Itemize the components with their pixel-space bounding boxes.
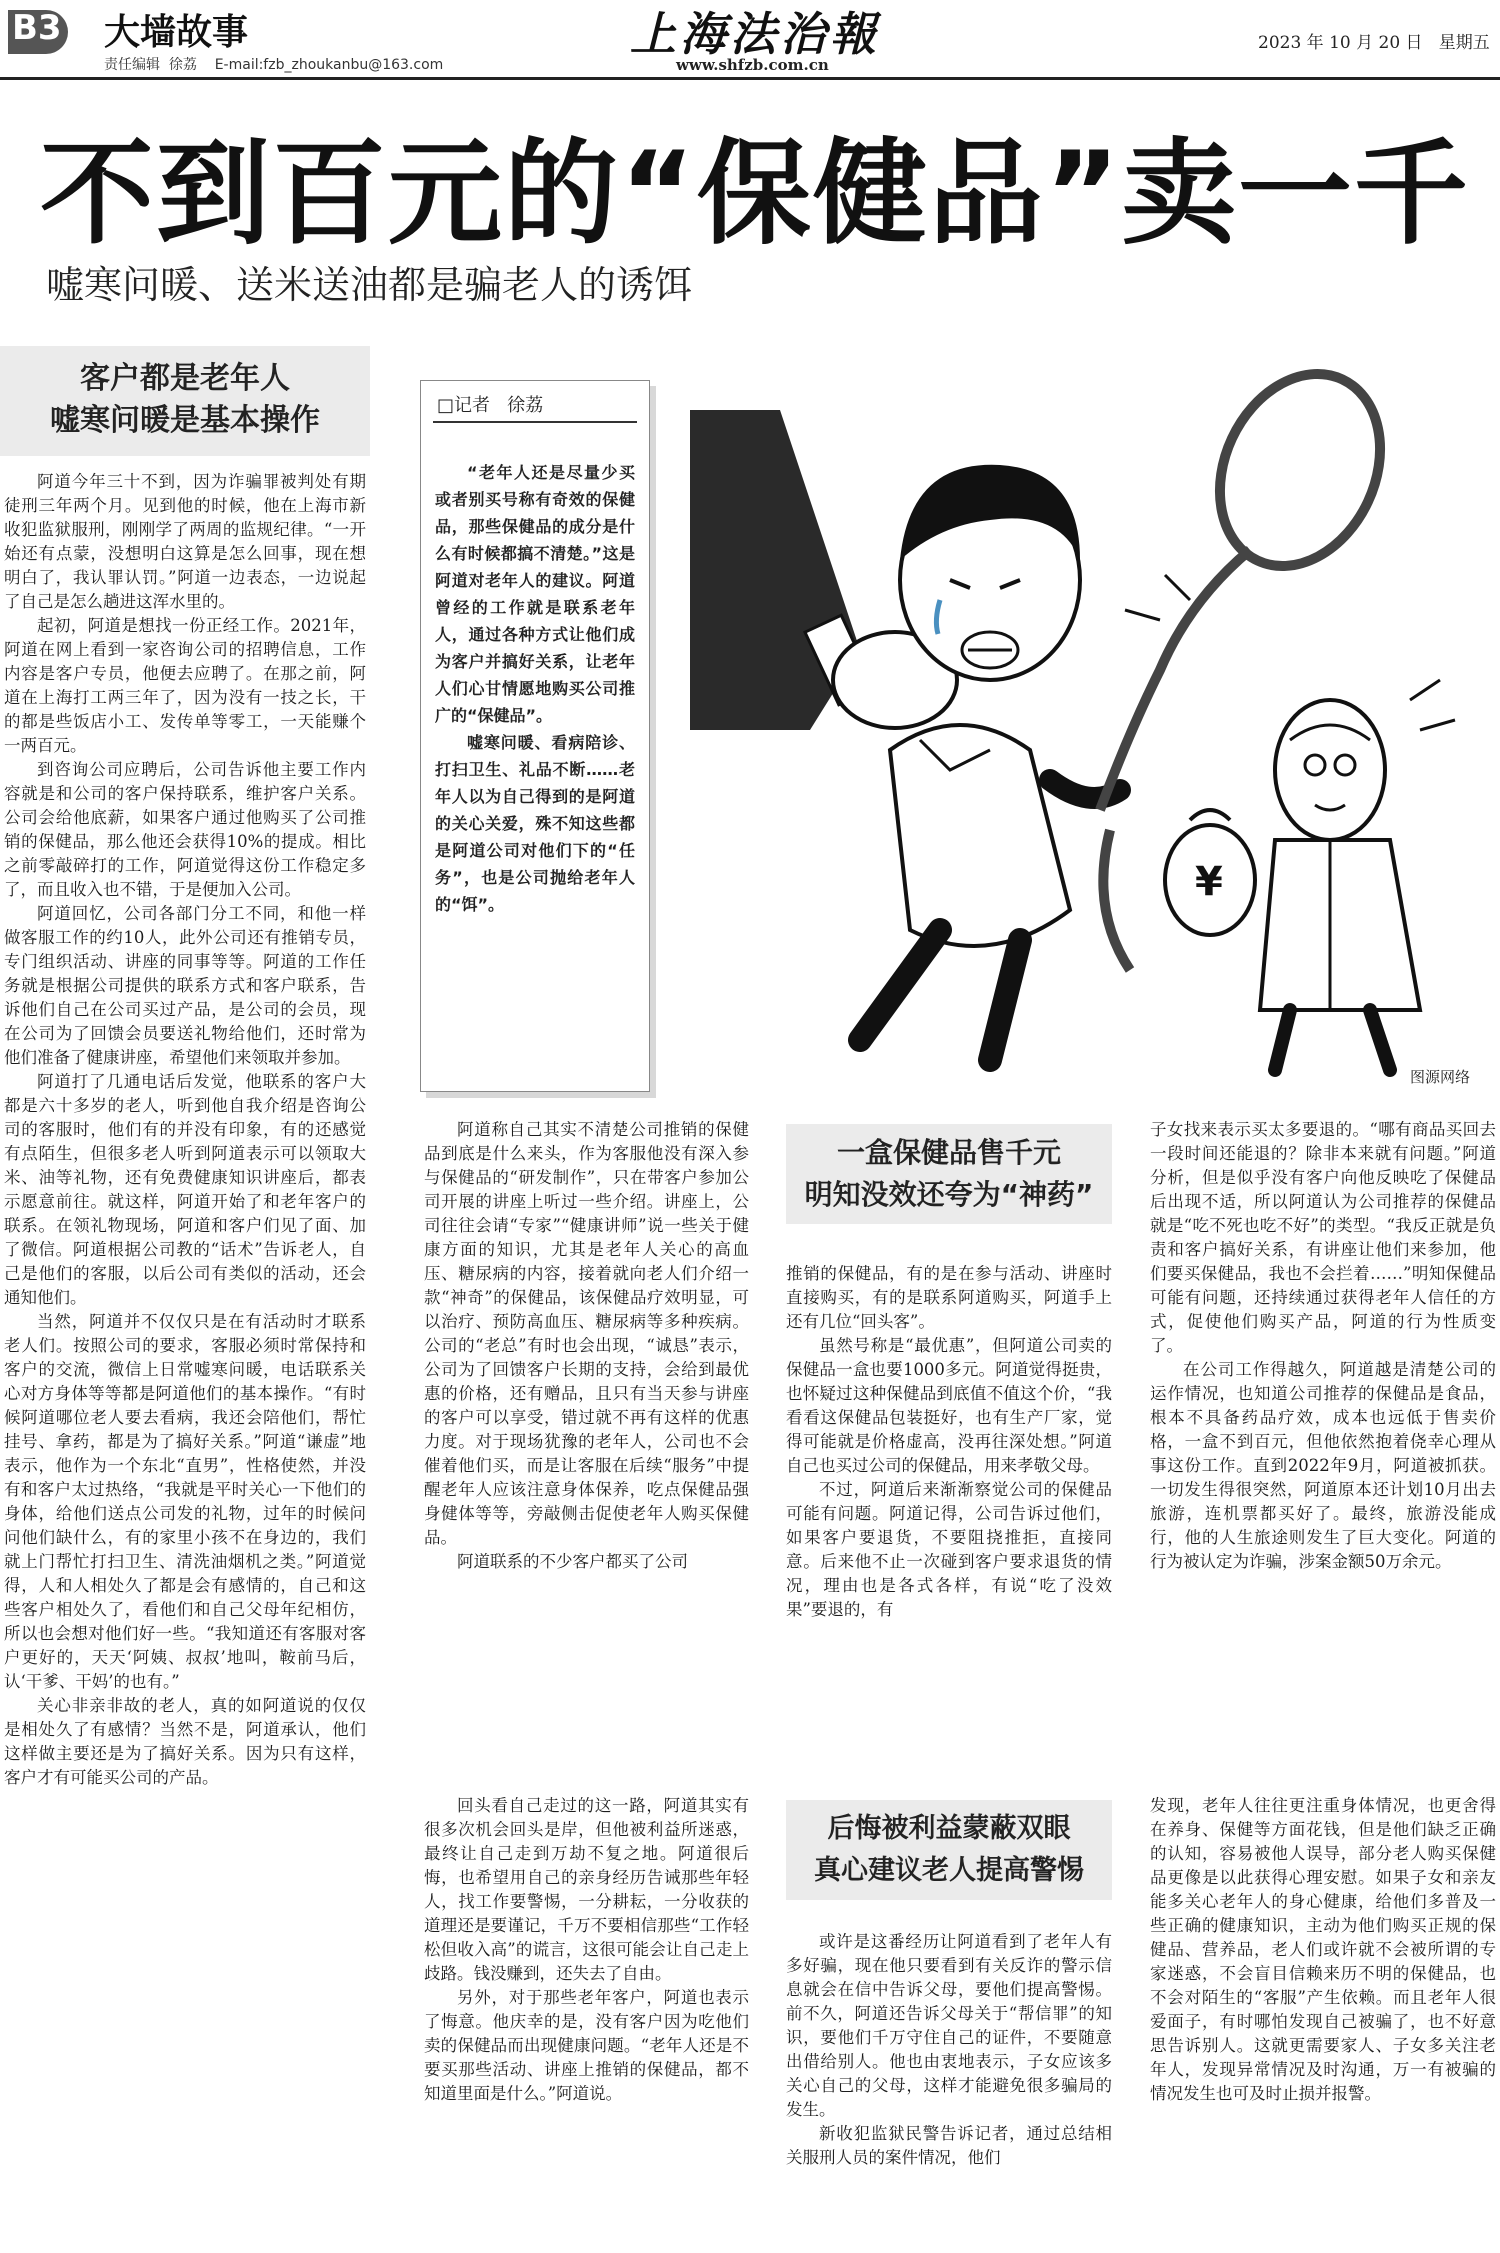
page-number: B3 [12, 8, 62, 48]
header-rule [0, 77, 1500, 80]
column-3-upper [786, 1262, 1112, 1756]
lead-box [420, 380, 650, 1092]
paragraph: 阿道联系的不少客户都买了公司 [457, 1552, 688, 1571]
lead-paragraph: 嘘寒问暖、看病陪诊、打扫卫生、礼品不断……老年人以为自己得到的是阿道的关心关爱，殊不知这些都是阿道公司对他们下的“任务”，也是公司抛给老年人的“饵”。 [435, 733, 635, 914]
paragraph: 虽然号称是“最优惠”，但阿道公司卖的保健品一盒也要1000多元。阿道觉得挺贵，也怀疑过这种保健品到底值不值这个价，“我看看这保健品包装挺好，也有生产厂家，觉得可能就是价格虚高，没再往深处想。”阿道自己也买过公司的保健品，用来孝敬父母。 [786, 1336, 1112, 1475]
old-man-head [1275, 700, 1385, 840]
cartoon-svg [690, 350, 1500, 1090]
website-url: www.shfzb.com.cn [676, 56, 829, 74]
paragraph: 阿道打了几通电话后发觉，他联系的客户大都是六十多岁的老人，听到他自我介绍是咨询公司的客服时，他们有的并没有印象，有的还感觉有点陌生，但很多老人听到阿道表示可以领取大米、油等礼物，还有免费健康知识讲座后，都表示愿意前往。就这样，阿道开始了和老年客户的联系。在领礼物现场，阿道和客户们见了面、加了微信。阿道根据公司教的“话术”告诉老人，自己是他们的客服，以后公司有类似的活动，还会通知他们。 [4, 1072, 366, 1307]
paragraph: 发现，老年人往往更注重身体情况，也更舍得在养身、保健等方面花钱，但是他们缺乏正确的认知，容易被他人误导，部分老人购买保健品更像是以此获得心理安慰。如果子女和亲友能多关心老年人的身心健康，给他们多普及一些正确的健康知识，主动为他们购买正规的保健品、营养品，老人们或许就不会被所谓的专家迷惑，不会盲目信赖来历不明的保健品，也不会对陌生的“客服”产生依赖。而且老年人很爱面子，有时哪怕发现自己被骗了，也不好意思告诉别人。这就更需要家人、子女多关注老年人，发现异常情况及时沟通，万一有被骗的情况发生也可及时止损并报警。 [1150, 1796, 1496, 2103]
paragraph: 新收犯监狱民警告诉记者，通过总结相关服刑人员的案件情况，他们 [786, 2124, 1112, 2167]
section-name: 大墙故事 [104, 12, 249, 53]
column-4-lower [1150, 1794, 1496, 2246]
paragraph: 另外，对于那些老年客户，阿道也表示了悔意。他庆幸的是，没有客户因为吃他们卖的保健品而出现健康问题。“老年人还是不要买那些活动、讲座上推销的保健品，都不知道里面是什么。”阿道说。 [424, 1988, 749, 2103]
reporter-byline: □记者 徐荔 [437, 395, 544, 416]
section3-title-line2: 真心建议老人提高警惕 [814, 1855, 1084, 1886]
editor-line: 责任编辑 徐荔 E-mail:fzb_zhoukanbu@163.com [104, 57, 444, 73]
subheadline: 嘘寒问暖、送米送油都是骗老人的诱饵 [46, 263, 693, 307]
section1-title-line2: 嘘寒问暖是基本操作 [50, 403, 320, 438]
headline: 不到百元的“保健品”卖一千 [40, 127, 1470, 260]
lead-paragraph: “老年人还是尽量少买或者别买号称有奇效的保健品，那些保健品的成分是什么有时候都搞不清楚。”这是阿道对老年人的建议。阿道曾经的工作就是联系老年人，通过各种方式让他们成为客户并搞好关系，让老年人们心甘情愿地购买公司推广的“保健品”。 [435, 463, 635, 725]
section2-title-box [786, 1124, 1112, 1224]
paragraph: 子女找来表示买太多要退的。“哪有商品买回去一段时间还能退的？除非本来就有问题。”阿道分析，但是似乎没有客户向他反映吃了保健品后出现不适，所以阿道认为公司推荐的保健品就是“吃不死也吃不好”的类型。“我反正就是负责和客户搞好关系，有讲座让他们来参加，他们要买保健品，我也不会拦着……”明知保健品可能有问题，还持续通过获得老年人信任的方式，促使他们购买产品，阿道的行为性质变了。 [1150, 1120, 1496, 1355]
section1-title-line1: 客户都是老年人 [80, 361, 290, 396]
paragraph: 到咨询公司应聘后，公司告诉他主要工作内容就是和公司的客户保持联系，维护客户关系。公司会给他底薪，如果客户通过他购买了公司推销的保健品，那么他还会获得10%的提成。相比之前零敲碎打的工作，阿道觉得这份工作稳定多了，而且收入也不错，于是便加入公司。 [4, 760, 366, 899]
column-1 [4, 470, 366, 2246]
image-credit: 图源网络 [1410, 1068, 1471, 1086]
column-3-lower [786, 1930, 1112, 2246]
column-2-lower [424, 1794, 749, 2246]
section2-title-line1: 一盒保健品售千元 [836, 1136, 1061, 1169]
paragraph: 起初，阿道是想找一份正经工作。2021年，阿道在网上看到一家咨询公司的招聘信息，工作内容是客户专员，他便去应聘了。在那之前，阿道在上海打工两三年了，因为没有一技之长，干的都是些饭店小工、发传单等零工，一天能赚个一两百元。 [4, 616, 366, 755]
paragraph: 推销的保健品，有的是在参与活动、讲座时直接购买，有的是联系阿道购买，阿道手上还有几位“回头客”。 [786, 1264, 1112, 1331]
column-2-upper [424, 1118, 749, 1756]
noose-loop [1190, 350, 1410, 592]
paragraph: 在公司工作得越久，阿道越是清楚公司的运作情况，也知道公司推荐的保健品是食品，根本不具备药品疗效，成本也远低于售卖价格，一盒不到百元，但他依然抱着侥幸心理从事这份工作。直到2022年9月，阿道被抓获。一切发生得很突然，阿道原本还计划10月出去旅游，连机票都买好了。最终，旅游没能成行，他的人生旅途则发生了巨大变化。阿道的行为被认定为诈骗，涉案金额50万余元。 [1150, 1360, 1496, 1571]
column-4-upper [1150, 1118, 1496, 1756]
rope [1100, 550, 1250, 810]
paragraph: 回头看自己走过的这一路，阿道其实有很多次机会回头是岸，但他被利益所迷惑，最终让自己走到万劫不复之地。阿道很后悔，也希望用自己的亲身经历告诫那些年轻人，找工作要警惕，一分耕耘，一分收获的道理还是要谨记，千万不要相信那些“工作轻松但收入高”的谎言，这很可能会让自己走上歧路。钱没赚到，还失去了自由。 [424, 1796, 749, 1983]
paragraph: 阿道回忆，公司各部门分工不同，和他一样做客服工作的约10人，此外公司还有推销专员，专门组织活动、讲座的同事等等。阿道的工作任务就是根据公司提供的联系方式和客户联系，告诉他们自己在公司买过产品，是公司的会员，现在公司为了回馈会员要送礼物给他们，还时常为他们准备了健康讲座，希望他们来领取并参加。 [4, 904, 366, 1067]
man-shirt [890, 725, 1070, 946]
paragraph: 不过，阿道后来渐渐察觉公司的保健品可能有问题。阿道记得，公司告诉过他们，如果客户要退货，不要阻挠推拒，直接同意。后来他不止一次碰到客户要求退货的情况，理由也是各式各样，有说“吃了没效果”要退的，有 [786, 1480, 1112, 1619]
cartoon-illustration [690, 350, 1500, 1090]
section1-title-box [0, 346, 370, 456]
section2-title-line2: 明知没效还夸为“神药” [804, 1178, 1094, 1211]
old-man-body [1260, 840, 1420, 1010]
money-symbol: ¥ [1195, 859, 1223, 905]
issue-date: 2023 年 10 月 20 日 星期五 [1258, 33, 1490, 53]
section3-title-line1: 后悔被利益蒙蔽双眼 [827, 1813, 1071, 1844]
paragraph: 或许是这番经历让阿道看到了老年人有多好骗，现在他只要看到有关反诈的警示信息就会在信中告诉父母，要他们提高警惕。前不久，阿道还告诉父母关于“帮信罪”的知识，要他们千万守住自己的证件，不要随意出借给别人。他也由衷地表示，子女应该多关心自己的父母，这样才能避免很多骗局的发生。 [786, 1932, 1112, 2119]
paragraph: 关心非亲非故的老人，真的如阿道说的仅仅是相处久了有感情？当然不是，阿道承认，他们这样做主要还是为了搞好关系。因为只有这样，客户才有可能买公司的产品。 [4, 1696, 366, 1787]
paragraph: 当然，阿道并不仅仅只是在有活动时才联系老人们。按照公司的要求，客服必须时常保持和客户的交流，微信上日常嘘寒问暖，电话联系关心对方身体等等都是阿道他们的基本操作。“有时候阿道哪位老人要去看病，我还会陪他们，帮忙挂号、拿药，都是为了搞好关系。”阿道“谦虚”地表示，他作为一个东北“直男”，性格使然，并没有和客户太过热络，“我就是平时关心一下他们的身体，给他们送点公司发的礼物，过年的时候问问他们缺什么，有的家里小孩不在身边的，我们就上门帮忙打扫卫生、清洗油烟机之类。”阿道觉得，人和人相处久了都是会有感情的，自己和这些客户相处久了，看他们和自己父母年纪相仿，所以也会想对他们好一些。“我知道还有客服对客户更好的，天天‘阿姨、叔叔’地叫，鞍前马后，认‘干爹、干妈’的也有。” [4, 1312, 366, 1691]
paragraph: 阿道今年三十不到，因为诈骗罪被判处有期徒刑三年两个月。见到他的时候，他在上海市新收犯监狱服刑，刚刚学了两周的监规纪律。“一开始还有点蒙，没想明白这算是怎么回事，现在想明白了，我认罪认罚。”阿道一边表态，一边说起了自己是怎么趟进这浑水里的。 [4, 472, 366, 611]
section3-title-box [786, 1800, 1112, 1900]
masthead-logo: 上海法治報 [630, 7, 880, 61]
paragraph: 阿道称自己其实不清楚公司推销的保健品到底是什么来头，作为客服他没有深入参与保健品的“研发制作”，只在带客户参加公司开展的讲座上听过一些介绍。讲座上，公司往往会请“专家”“健康讲师”说一些关于健康方面的知识，尤其是老年人关心的高血压、糖尿病的内容，接着就向老人们介绍一款“神奇”的保健品，该保健品疗效明显，可以治疗、预防高血压、糖尿病等多种疾病。公司的“老总”有时也会出现，“诚恳”表示，公司为了回馈客户长期的支持，会给到最优惠的价格，还有赠品，且只有当天参与讲座的客户可以享受，错过就不再有这样的优惠力度。对于现场犹豫的老年人，公司也不会催着他们买，而是让客服在后续“服务”中提醒老年人应该注意身体保养，吃点保健品强身健体等等，旁敲侧击促使老年人购买保健品。 [424, 1120, 749, 1547]
